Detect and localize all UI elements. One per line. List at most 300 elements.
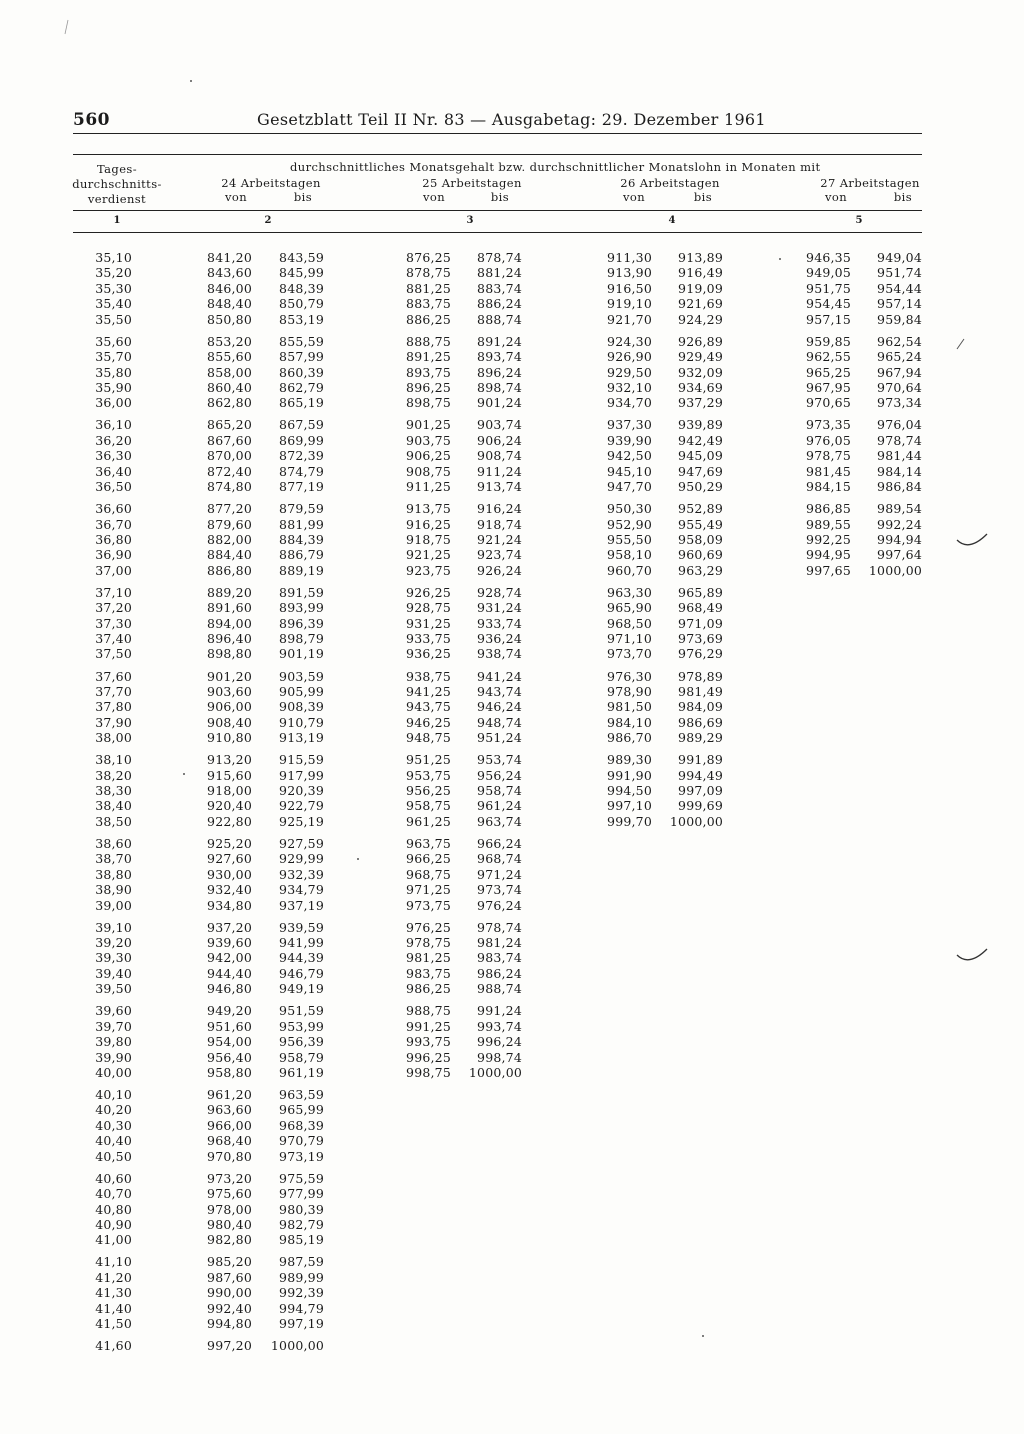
cell-27-bis: 951,74 xyxy=(877,265,922,281)
cell-27-von: 992,25 xyxy=(806,531,851,547)
cell-25-bis: 966,24 xyxy=(477,835,522,851)
cell-25-von: 968,75 xyxy=(406,866,451,882)
cell-24-von: 901,20 xyxy=(207,668,252,684)
cell-24-von: 858,00 xyxy=(207,364,252,380)
cell-24-bis: 944,39 xyxy=(279,950,324,966)
cell-24-von: 975,60 xyxy=(207,1186,252,1202)
col1-header-line1: Tages- xyxy=(97,162,137,176)
cell-26-von: 973,70 xyxy=(607,646,652,662)
cell-tagesverdienst: 40,40 xyxy=(95,1133,132,1149)
cell-26-von: 939,90 xyxy=(607,432,652,448)
cell-24-bis: 956,39 xyxy=(279,1034,324,1050)
cell-25-von: 901,25 xyxy=(406,417,451,433)
cell-24-bis: 970,79 xyxy=(279,1133,324,1149)
cell-24-bis: 896,39 xyxy=(279,615,324,631)
cell-24-von: 862,80 xyxy=(207,395,252,411)
cell-24-bis: 893,99 xyxy=(279,600,324,616)
cell-25-von: 908,75 xyxy=(406,463,451,479)
group-27-von: von xyxy=(824,190,848,204)
cell-24-von: 908,40 xyxy=(207,714,252,730)
cell-26-von: 926,90 xyxy=(607,349,652,365)
gazette-title: Gesetzblatt Teil II Nr. 83 — Ausgabetag: 29. Dezember 1961 xyxy=(257,110,766,129)
cell-25-bis: 956,24 xyxy=(477,767,522,783)
cell-26-von: 968,50 xyxy=(607,615,652,631)
cell-26-von: 924,30 xyxy=(607,333,652,349)
cell-25-bis: 893,74 xyxy=(477,349,522,365)
cell-tagesverdienst: 40,20 xyxy=(95,1102,132,1118)
cell-26-von: 986,70 xyxy=(607,730,652,746)
cell-24-bis: 932,39 xyxy=(279,866,324,882)
cell-26-von: 994,50 xyxy=(607,783,652,798)
cell-27-bis: 957,14 xyxy=(877,296,922,312)
cell-25-von: 951,25 xyxy=(406,752,451,768)
cell-25-von: 988,75 xyxy=(406,1003,451,1019)
cell-24-von: 879,60 xyxy=(207,516,252,532)
cell-24-bis: 910,79 xyxy=(279,714,324,730)
cell-24-bis: 850,79 xyxy=(279,296,324,312)
cell-26-bis: 958,09 xyxy=(678,531,723,547)
cell-tagesverdienst: 40,60 xyxy=(95,1170,132,1186)
cell-tagesverdienst: 37,40 xyxy=(95,631,132,646)
cell-tagesverdienst: 38,90 xyxy=(95,882,132,898)
cell-25-bis: 878,74 xyxy=(477,250,522,265)
cell-24-von: 927,60 xyxy=(207,851,252,867)
cell-25-von: 893,75 xyxy=(406,364,451,380)
cell-27-bis: 973,34 xyxy=(877,395,922,411)
cell-24-bis: 874,79 xyxy=(279,463,324,479)
cell-26-bis: 981,49 xyxy=(678,683,723,699)
cell-24-von: 944,40 xyxy=(207,965,252,981)
cell-27-von: 962,55 xyxy=(806,349,851,365)
margin-pencil-mark xyxy=(955,337,967,351)
cell-24-bis: 925,19 xyxy=(279,813,324,829)
cell-25-bis: 978,74 xyxy=(477,919,522,935)
group-24-von: von xyxy=(224,190,248,204)
cell-tagesverdienst: 41,10 xyxy=(95,1254,132,1270)
cell-24-von: 886,80 xyxy=(207,562,252,578)
cell-24-von: 877,20 xyxy=(207,501,252,517)
cell-tagesverdienst: 39,70 xyxy=(95,1018,132,1034)
cell-24-bis: 980,39 xyxy=(279,1201,324,1217)
cell-25-von: 878,75 xyxy=(406,265,451,281)
cell-26-von: 965,90 xyxy=(607,600,652,616)
cell-24-bis: 953,99 xyxy=(279,1018,324,1034)
cell-24-von: 843,60 xyxy=(207,265,252,281)
cell-tagesverdienst: 36,50 xyxy=(95,479,132,494)
cell-25-von: 993,75 xyxy=(406,1034,451,1050)
cell-27-bis: 986,84 xyxy=(877,479,922,494)
cell-25-von: 981,25 xyxy=(406,950,451,966)
cell-24-von: 997,20 xyxy=(207,1338,252,1354)
cell-27-von: 978,75 xyxy=(806,448,851,464)
cell-25-von: 876,25 xyxy=(406,250,451,265)
cell-tagesverdienst: 35,50 xyxy=(95,311,132,327)
cell-27-von: 976,05 xyxy=(806,432,851,448)
group-25-bis: bis xyxy=(490,190,510,204)
cell-25-von: 966,25 xyxy=(406,851,451,867)
cell-tagesverdienst: 41,00 xyxy=(95,1232,132,1248)
cell-tagesverdienst: 41,40 xyxy=(95,1300,132,1316)
cell-tagesverdienst: 37,20 xyxy=(95,600,132,616)
col-number-3: 3 xyxy=(466,215,474,226)
cell-27-von: 981,45 xyxy=(806,463,851,479)
cell-26-von: 960,70 xyxy=(607,562,652,578)
cell-27-von: 946,35 xyxy=(806,250,851,265)
cell-24-bis: 884,39 xyxy=(279,531,324,547)
cell-24-von: 994,80 xyxy=(207,1316,252,1331)
cell-25-von: 958,75 xyxy=(406,798,451,814)
cell-24-von: 918,00 xyxy=(207,783,252,798)
cell-24-von: 970,80 xyxy=(207,1148,252,1164)
cell-27-bis: 981,44 xyxy=(877,448,922,464)
cell-25-bis: 953,74 xyxy=(477,752,522,768)
cell-25-bis: 983,74 xyxy=(477,950,522,966)
cell-27-bis: 976,04 xyxy=(877,417,922,433)
cell-25-bis: 981,24 xyxy=(477,935,522,950)
cell-24-von: 946,80 xyxy=(207,981,252,997)
margin-pencil-mark xyxy=(62,18,72,36)
cell-24-von: 913,20 xyxy=(207,752,252,768)
cell-25-von: 891,25 xyxy=(406,349,451,365)
cell-25-bis: 946,24 xyxy=(477,699,522,715)
cell-26-bis: 926,89 xyxy=(678,333,723,349)
cell-26-von: 999,70 xyxy=(607,813,652,829)
cell-25-bis: 901,24 xyxy=(477,395,522,411)
cell-tagesverdienst: 38,50 xyxy=(95,813,132,829)
cell-26-bis: 947,69 xyxy=(678,463,723,479)
cell-25-von: 896,25 xyxy=(406,379,451,395)
cell-25-bis: 941,24 xyxy=(477,668,522,684)
cell-25-von: 941,25 xyxy=(406,683,451,699)
cell-tagesverdienst: 38,00 xyxy=(95,730,132,746)
cell-24-von: 932,40 xyxy=(207,882,252,898)
cell-24-von: 841,20 xyxy=(207,250,252,265)
cell-27-bis: 954,44 xyxy=(877,280,922,296)
cell-27-von: 967,95 xyxy=(806,379,851,395)
cell-25-bis: 928,74 xyxy=(477,584,522,600)
cell-25-von: 956,25 xyxy=(406,783,451,798)
cell-27-bis: 989,54 xyxy=(877,501,922,517)
cell-25-bis: 996,24 xyxy=(477,1034,522,1050)
cell-24-von: 954,00 xyxy=(207,1034,252,1050)
cell-27-von: 970,65 xyxy=(806,395,851,411)
cell-24-von: 985,20 xyxy=(207,1254,252,1270)
cell-25-von: 986,25 xyxy=(406,981,451,997)
cell-27-von: 959,85 xyxy=(806,333,851,349)
cell-24-bis: 898,79 xyxy=(279,631,324,646)
cell-26-von: 991,90 xyxy=(607,767,652,783)
cell-25-von: 983,75 xyxy=(406,965,451,981)
cell-26-bis: 929,49 xyxy=(678,349,723,365)
cell-tagesverdienst: 41,30 xyxy=(95,1285,132,1301)
cell-24-bis: 889,19 xyxy=(279,562,324,578)
cell-tagesverdienst: 40,70 xyxy=(95,1186,132,1202)
cell-27-bis: 970,64 xyxy=(877,379,922,395)
col1-header-line2: durchschnitts- xyxy=(72,177,162,191)
scan-speck xyxy=(702,1335,704,1337)
cell-26-bis: 973,69 xyxy=(678,631,723,646)
cell-27-von: 949,05 xyxy=(806,265,851,281)
cell-26-bis: 997,09 xyxy=(678,783,723,798)
cell-24-bis: 862,79 xyxy=(279,379,324,395)
cell-27-von: 997,65 xyxy=(806,562,851,578)
col-number-5: 5 xyxy=(855,215,863,226)
cell-24-bis: 992,39 xyxy=(279,1285,324,1301)
cell-27-bis: 997,64 xyxy=(877,547,922,563)
cell-27-bis: 967,94 xyxy=(877,364,922,380)
cell-24-von: 891,60 xyxy=(207,600,252,616)
cell-26-bis: 960,69 xyxy=(678,547,723,563)
cell-26-bis: 963,29 xyxy=(678,562,723,578)
cell-25-bis: 991,24 xyxy=(477,1003,522,1019)
cell-24-von: 896,40 xyxy=(207,631,252,646)
cell-26-bis: 955,49 xyxy=(678,516,723,532)
scan-speck xyxy=(779,258,781,260)
cell-26-bis: 978,89 xyxy=(678,668,723,684)
cell-25-bis: 998,74 xyxy=(477,1049,522,1065)
cell-24-bis: 877,19 xyxy=(279,479,324,494)
group-27-bis: bis xyxy=(893,190,913,204)
cell-24-von: 982,80 xyxy=(207,1232,252,1248)
cell-26-von: 929,50 xyxy=(607,364,652,380)
cell-25-bis: 963,74 xyxy=(477,813,522,829)
cell-25-von: 948,75 xyxy=(406,730,451,746)
cell-tagesverdienst: 39,20 xyxy=(95,935,132,950)
cell-27-von: 989,55 xyxy=(806,516,851,532)
cell-tagesverdienst: 39,80 xyxy=(95,1034,132,1050)
cell-tagesverdienst: 41,50 xyxy=(95,1316,132,1331)
cell-25-von: 921,25 xyxy=(406,547,451,563)
cell-24-von: 884,40 xyxy=(207,547,252,563)
cell-25-von: 898,75 xyxy=(406,395,451,411)
cell-24-bis: 869,99 xyxy=(279,432,324,448)
cell-24-von: 872,40 xyxy=(207,463,252,479)
cell-tagesverdienst: 39,40 xyxy=(95,965,132,981)
cell-24-von: 968,40 xyxy=(207,1133,252,1149)
cell-tagesverdienst: 35,30 xyxy=(95,280,132,296)
cell-24-von: 846,00 xyxy=(207,280,252,296)
cell-25-von: 881,25 xyxy=(406,280,451,296)
cell-25-bis: 951,24 xyxy=(477,730,522,746)
cell-24-bis: 908,39 xyxy=(279,699,324,715)
cell-24-bis: 987,59 xyxy=(279,1254,324,1270)
cell-24-von: 934,80 xyxy=(207,897,252,913)
col-number-4: 4 xyxy=(668,215,676,226)
cell-24-bis: 982,79 xyxy=(279,1216,324,1232)
cell-24-bis: 903,59 xyxy=(279,668,324,684)
cell-25-von: 976,25 xyxy=(406,919,451,935)
cell-26-bis: 937,29 xyxy=(678,395,723,411)
cell-25-bis: 988,74 xyxy=(477,981,522,997)
cell-24-von: 939,60 xyxy=(207,935,252,950)
cell-26-bis: 986,69 xyxy=(678,714,723,730)
cell-25-bis: 913,74 xyxy=(477,479,522,494)
cell-24-bis: 968,39 xyxy=(279,1117,324,1133)
cell-25-bis: 923,74 xyxy=(477,547,522,563)
cell-25-von: 996,25 xyxy=(406,1049,451,1065)
cell-26-bis: 924,29 xyxy=(678,311,723,327)
cell-tagesverdienst: 38,10 xyxy=(95,752,132,768)
cell-24-von: 942,00 xyxy=(207,950,252,966)
cell-24-bis: 937,19 xyxy=(279,897,324,913)
cell-tagesverdienst: 38,20 xyxy=(95,767,132,783)
cell-24-von: 848,40 xyxy=(207,296,252,312)
cell-25-bis: 961,24 xyxy=(477,798,522,814)
cell-tagesverdienst: 35,10 xyxy=(95,250,132,265)
cell-24-bis: 905,99 xyxy=(279,683,324,699)
cell-tagesverdienst: 41,20 xyxy=(95,1269,132,1285)
cell-25-bis: 891,24 xyxy=(477,333,522,349)
cell-tagesverdienst: 36,60 xyxy=(95,501,132,517)
cell-25-von: 918,75 xyxy=(406,531,451,547)
cell-24-bis: 961,19 xyxy=(279,1064,324,1080)
cell-27-bis: 962,54 xyxy=(877,333,922,349)
cell-26-bis: 994,49 xyxy=(678,767,723,783)
cell-tagesverdienst: 39,50 xyxy=(95,981,132,997)
cell-24-von: 889,20 xyxy=(207,584,252,600)
cell-24-von: 894,00 xyxy=(207,615,252,631)
scan-speck xyxy=(357,858,359,860)
cell-24-von: 949,20 xyxy=(207,1003,252,1019)
cell-24-bis: 929,99 xyxy=(279,851,324,867)
cell-24-bis: 867,59 xyxy=(279,417,324,433)
cell-26-bis: 932,09 xyxy=(678,364,723,380)
cell-25-bis: 948,74 xyxy=(477,714,522,730)
cell-25-von: 946,25 xyxy=(406,714,451,730)
cell-26-bis: 942,49 xyxy=(678,432,723,448)
cell-26-von: 932,10 xyxy=(607,379,652,395)
cell-24-von: 951,60 xyxy=(207,1018,252,1034)
cell-25-bis: 993,74 xyxy=(477,1018,522,1034)
cell-24-von: 956,40 xyxy=(207,1049,252,1065)
cell-24-von: 922,80 xyxy=(207,813,252,829)
cell-25-bis: 936,24 xyxy=(477,631,522,646)
cell-26-von: 913,90 xyxy=(607,265,652,281)
cell-tagesverdienst: 35,90 xyxy=(95,379,132,395)
cell-26-von: 934,70 xyxy=(607,395,652,411)
cell-27-bis: 992,24 xyxy=(877,516,922,532)
cell-24-bis: 977,99 xyxy=(279,1186,324,1202)
cell-tagesverdienst: 35,60 xyxy=(95,333,132,349)
cell-24-bis: 857,99 xyxy=(279,349,324,365)
group-26-bis: bis xyxy=(693,190,713,204)
cell-tagesverdienst: 38,30 xyxy=(95,783,132,798)
cell-25-bis: 968,74 xyxy=(477,851,522,867)
cell-25-von: 883,75 xyxy=(406,296,451,312)
cell-25-von: 998,75 xyxy=(406,1064,451,1080)
cell-tagesverdienst: 36,80 xyxy=(95,531,132,547)
cell-26-von: 958,10 xyxy=(607,547,652,563)
cell-27-von: 957,15 xyxy=(806,311,851,327)
rule-top xyxy=(73,133,922,134)
cell-25-von: 991,25 xyxy=(406,1018,451,1034)
cell-24-bis: 915,59 xyxy=(279,752,324,768)
cell-27-bis: 949,04 xyxy=(877,250,922,265)
cell-24-bis: 941,99 xyxy=(279,935,324,950)
col1-header-line3: verdienst xyxy=(87,192,147,206)
cell-24-bis: 975,59 xyxy=(279,1170,324,1186)
cell-25-bis: 921,24 xyxy=(477,531,522,547)
cell-25-von: 933,75 xyxy=(406,631,451,646)
cell-26-bis: 939,89 xyxy=(678,417,723,433)
cell-24-von: 865,20 xyxy=(207,417,252,433)
cell-tagesverdienst: 35,40 xyxy=(95,296,132,312)
cell-24-von: 961,20 xyxy=(207,1087,252,1102)
cell-24-bis: 872,39 xyxy=(279,448,324,464)
cell-24-von: 910,80 xyxy=(207,730,252,746)
cell-27-von: 994,95 xyxy=(806,547,851,563)
cell-tagesverdienst: 39,00 xyxy=(95,897,132,913)
cell-tagesverdienst: 35,70 xyxy=(95,349,132,365)
cell-25-von: 943,75 xyxy=(406,699,451,715)
cell-25-bis: 1000,00 xyxy=(468,1064,522,1080)
cell-27-bis: 959,84 xyxy=(877,311,922,327)
cell-tagesverdienst: 38,80 xyxy=(95,866,132,882)
cell-26-von: 971,10 xyxy=(607,631,652,646)
cell-tagesverdienst: 37,10 xyxy=(95,584,132,600)
margin-pencil-mark xyxy=(955,530,991,552)
cell-24-bis: 989,99 xyxy=(279,1269,324,1285)
cell-25-bis: 973,74 xyxy=(477,882,522,898)
cell-tagesverdienst: 36,90 xyxy=(95,547,132,563)
col-number-1: 1 xyxy=(113,215,121,226)
cell-26-von: 963,30 xyxy=(607,584,652,600)
col-number-2: 2 xyxy=(264,215,272,226)
cell-25-von: 903,75 xyxy=(406,432,451,448)
group-26-label: 26 Arbeitstagen xyxy=(620,176,720,190)
cell-24-bis: 922,79 xyxy=(279,798,324,814)
cell-24-von: 903,60 xyxy=(207,683,252,699)
cell-tagesverdienst: 41,60 xyxy=(95,1338,132,1354)
cell-27-von: 986,85 xyxy=(806,501,851,517)
cell-24-von: 906,00 xyxy=(207,699,252,715)
cell-26-bis: 991,89 xyxy=(678,752,723,768)
cell-27-von: 984,15 xyxy=(806,479,851,494)
cell-25-bis: 986,24 xyxy=(477,965,522,981)
cell-24-bis: 865,19 xyxy=(279,395,324,411)
cell-25-von: 906,25 xyxy=(406,448,451,464)
cell-26-bis: 916,49 xyxy=(678,265,723,281)
cell-25-bis: 908,74 xyxy=(477,448,522,464)
cell-24-bis: 939,59 xyxy=(279,919,324,935)
cell-tagesverdienst: 36,30 xyxy=(95,448,132,464)
cell-24-von: 958,80 xyxy=(207,1064,252,1080)
cell-25-bis: 916,24 xyxy=(477,501,522,517)
cell-25-bis: 888,74 xyxy=(477,311,522,327)
cell-26-bis: 913,89 xyxy=(678,250,723,265)
cell-24-bis: 913,19 xyxy=(279,730,324,746)
cell-tagesverdienst: 40,50 xyxy=(95,1148,132,1164)
cell-tagesverdienst: 40,30 xyxy=(95,1117,132,1133)
cell-tagesverdienst: 37,30 xyxy=(95,615,132,631)
cell-25-von: 961,25 xyxy=(406,813,451,829)
group-27-label: 27 Arbeitstagen xyxy=(820,176,920,190)
cell-26-bis: 971,09 xyxy=(678,615,723,631)
cell-26-bis: 999,69 xyxy=(678,798,723,814)
cell-26-bis: 950,29 xyxy=(678,479,723,494)
cell-tagesverdienst: 37,70 xyxy=(95,683,132,699)
cell-tagesverdienst: 40,90 xyxy=(95,1216,132,1232)
cell-24-von: 874,80 xyxy=(207,479,252,494)
cell-24-von: 898,80 xyxy=(207,646,252,662)
cell-24-bis: 973,19 xyxy=(279,1148,324,1164)
cell-25-bis: 886,24 xyxy=(477,296,522,312)
cell-26-von: 976,30 xyxy=(607,668,652,684)
cell-tagesverdienst: 40,00 xyxy=(95,1064,132,1080)
cell-tagesverdienst: 35,80 xyxy=(95,364,132,380)
cell-27-von: 973,35 xyxy=(806,417,851,433)
cell-25-von: 973,75 xyxy=(406,897,451,913)
